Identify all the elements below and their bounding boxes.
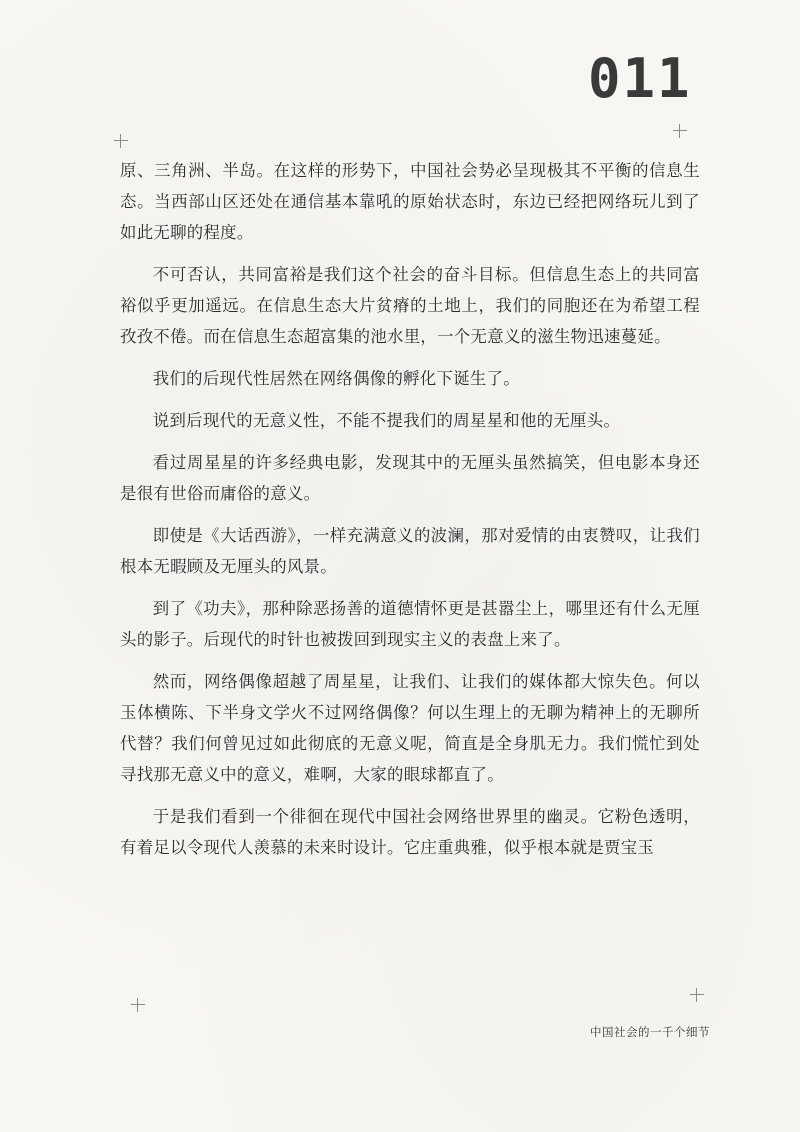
crop-mark-bottom-left xyxy=(131,998,145,1012)
crop-mark-bottom-right xyxy=(690,988,704,1002)
paragraph: 我们的后现代性居然在网络偶像的孵化下诞生了。 xyxy=(152,369,520,388)
crop-mark-top-left xyxy=(114,134,128,148)
crop-mark-top-right xyxy=(673,124,687,138)
paragraph: 到了《功夫》，那种除恶扬善的道德情怀更是甚嚣尘上，哪里还有什么无厘头的影子。后现代的时针也被拨回到现实主义的表盘上来了。 xyxy=(120,599,700,649)
paragraph: 然而，网络偶像超越了周星星，让我们、让我们的媒体都大惊失色。何以玉体横陈、下半身文学火不过网络偶像？何以生理上的无聊为精神上的无聊所代替？我们何曾见过如此彻底的无意义呢，简直是全身肌无力。我们慌忙到处寻找那无意义中的意义，难啊，大家的眼球都直了。 xyxy=(120,672,700,784)
running-footer: 中国社会的一千个细节 xyxy=(590,1025,710,1039)
paragraph: 看过周星星的许多经典电影，发现其中的无厘头虽然搞笑，但电影本身还是很有世俗而庸俗的意义。 xyxy=(120,453,700,503)
paragraph: 不可否认，共同富裕是我们这个社会的奋斗目标。但信息生态上的共同富裕似乎更加遥远。在信息生态大片贫瘠的土地上，我们的同胞还在为希望工程孜孜不倦。而在信息生态超富集的池水里，一个无意义的滋生物迅速蔓延。 xyxy=(120,265,700,346)
paragraph: 于是我们看到一个徘徊在现代中国社会网络世界里的幽灵。它粉色透明，有着足以令现代人羡慕的未来时设计。它庄重典雅，似乎根本就是贾宝玉 xyxy=(120,807,700,857)
paragraph: 原、三角洲、半岛。在这样的形势下，中国社会势必呈现极其不平衡的信息生态。当西部山区还处在通信基本靠吼的原始状态时，东边已经把网络玩儿到了如此无聊的程度。 xyxy=(120,161,700,242)
paragraph: 即使是《大话西游》，一样充满意义的波澜，那对爱情的由衷赞叹，让我们根本无暇顾及无厘头的风景。 xyxy=(120,526,700,576)
body-text xyxy=(120,155,700,874)
page-number: 011 xyxy=(588,47,692,110)
paragraph: 说到后现代的无意义性，不能不提我们的周星星和他的无厘头。 xyxy=(152,411,621,430)
